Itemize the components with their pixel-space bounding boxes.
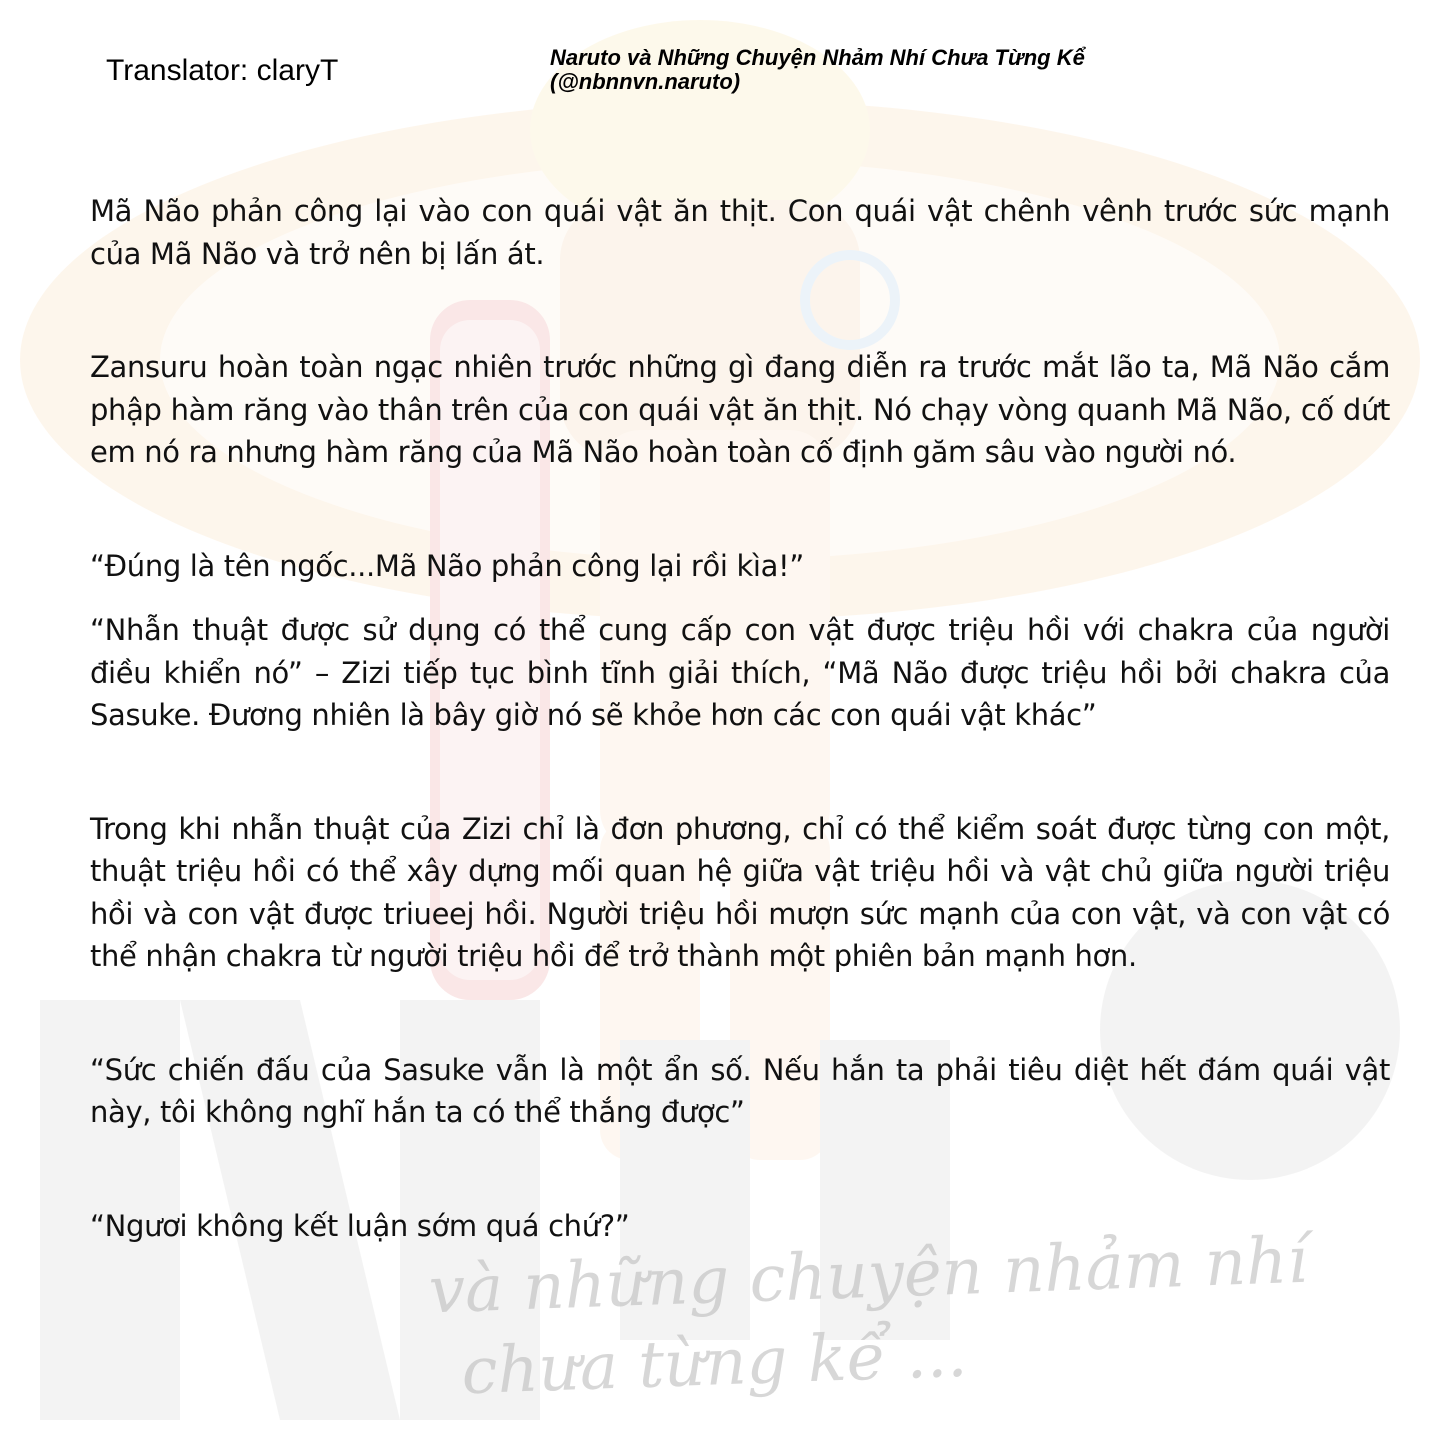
paragraph: Zansuru hoàn toàn ngạc nhiên trước những gì đang diễn ra trước mắt lão ta, Mã Não cắm phập hàm răng vào thân trên của con quái vật ăn thịt. Nó chạy vòng quanh Mã Não, cố dứt em nó ra nhưng hàm răng của Mã Não hoàn toàn cố định găm sâu vào người nó. (90, 350, 1390, 469)
paragraph: Trong khi nhẫn thuật của Zizi chỉ là đơn phương, chỉ có thể kiểm soát được từng con một, thuật triệu hồi có thể xây dựng mối quan hệ giữa vật triệu hồi và vật chủ giữa người triệu hồi và con vật được triueej hồi. Người triệu hồi mượn sức mạnh của con vật, và con vật có thể nhận chakra từ người triệu hồi để trở thành một phiên bản mạnh hơn. (90, 811, 1390, 973)
series-title: Naruto và Những Chuyện Nhảm Nhí Chưa Từng Kể (550, 45, 1085, 70)
dialogue-line: “Đúng là tên ngốc...Mã Não phản công lại rồi kìa!” (90, 548, 804, 583)
translator-credit: Translator: claryT (106, 54, 339, 87)
watermark-text (427, 1220, 1311, 1415)
series-title-block (550, 46, 1085, 94)
paragraph: Mã Não phản công lại vào con quái vật ăn thịt. Con quái vật chênh vênh trước sức mạnh của Mã Não và trở nên bị lấn át. (90, 194, 1390, 271)
watermark-line-2: chưa từng kể ... (460, 1317, 969, 1410)
watermark-line-1: và những chuyện nhảm nhí (427, 1223, 1309, 1329)
dialogue-paragraph: “Nhẫn thuật được sử dụng có thể cung cấp con vật được triệu hồi với chakra của người điều khiển nó” – Zizi tiếp tục bình tĩnh giải thích, “Mã Não được triệu hồi bởi chakra của Sasuke. Đương nhiên là bây giờ nó sẽ khỏe hơn các con quái vật khác” (90, 613, 1390, 732)
story-body (90, 190, 1390, 1247)
dialogue-paragraph: “Sức chiến đấu của Sasuke vẫn là một ẩn số. Nếu hắn ta phải tiêu diệt hết đám quái vật này, tôi không nghĩ hắn ta có thể thắng được” (90, 1052, 1390, 1129)
series-handle: (@nbnnvn.naruto) (550, 69, 741, 94)
dialogue-line: “Ngươi không kết luận sớm quá chứ?” (90, 1208, 630, 1243)
